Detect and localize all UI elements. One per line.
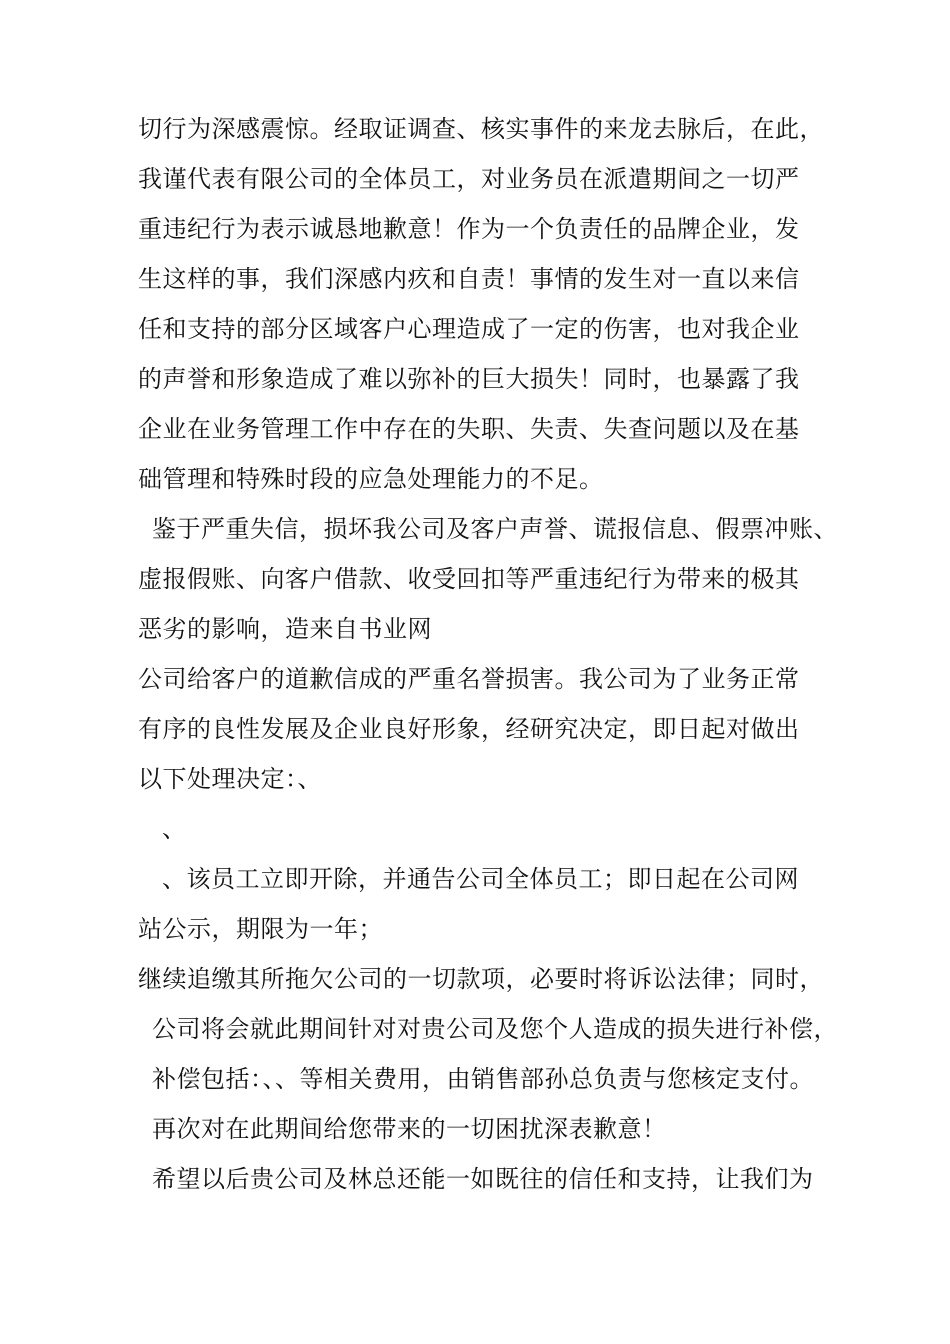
text-line: 、该员工立即开除，并通告公司全体员工；即日起在公司网	[162, 865, 799, 893]
text-line: 生这样的事，我们深感内疚和自责！事情的发生对一直以来信	[138, 265, 800, 293]
text-line: 公司将会就此期间针对对贵公司及您个人造成的损失进行补偿，	[152, 1015, 838, 1043]
text-line: 希望以后贵公司及林总还能一如既往的信任和支持，让我们为	[152, 1165, 814, 1193]
text-line: 切行为深感震惊。经取证调查、核实事件的来龙去脉后，在此，	[138, 115, 824, 143]
text-line: 我谨代表有限公司的全体员工，对业务员在派遣期间之一切严	[138, 165, 800, 193]
text-line: 有序的良性发展及企业良好形象，经研究决定，即日起对做出	[138, 715, 800, 743]
text-line: 公司给客户的道歉信成的严重名誉损害。我公司为了业务正常	[138, 665, 800, 693]
text-line: 再次对在此期间给您带来的一切困扰深表歉意！	[152, 1115, 667, 1143]
text-line: 虚报假账、向客户借款、收受回扣等严重违纪行为带来的极其	[138, 565, 800, 593]
text-line: 础管理和特殊时段的应急处理能力的不足。	[138, 465, 604, 493]
text-line: 继续追缴其所拖欠公司的一切款项，必要时将诉讼法律；同时，	[138, 965, 824, 993]
text-line: 站公示，期限为一年；	[138, 915, 383, 943]
text-line: 恶劣的影响，造来自书业网	[138, 615, 432, 643]
text-line: 补偿包括：、、等相关费用，由销售部孙总负责与您核定支付。	[152, 1065, 814, 1093]
text-line: 重违纪行为表示诚恳地歉意！作为一个负责任的品牌企业，发	[138, 215, 800, 243]
text-line: 、	[162, 815, 187, 843]
text-line: 任和支持的部分区域客户心理造成了一定的伤害，也对我企业	[138, 315, 800, 343]
text-line: 企业在业务管理工作中存在的失职、失责、失查问题以及在基	[138, 415, 800, 443]
text-line: 鉴于严重失信，损坏我公司及客户声誉、谎报信息、假票冲账、	[152, 515, 838, 543]
text-line: 的声誉和形象造成了难以弥补的巨大损失！同时，也暴露了我	[138, 365, 800, 393]
text-line: 以下处理决定：、	[138, 765, 322, 793]
